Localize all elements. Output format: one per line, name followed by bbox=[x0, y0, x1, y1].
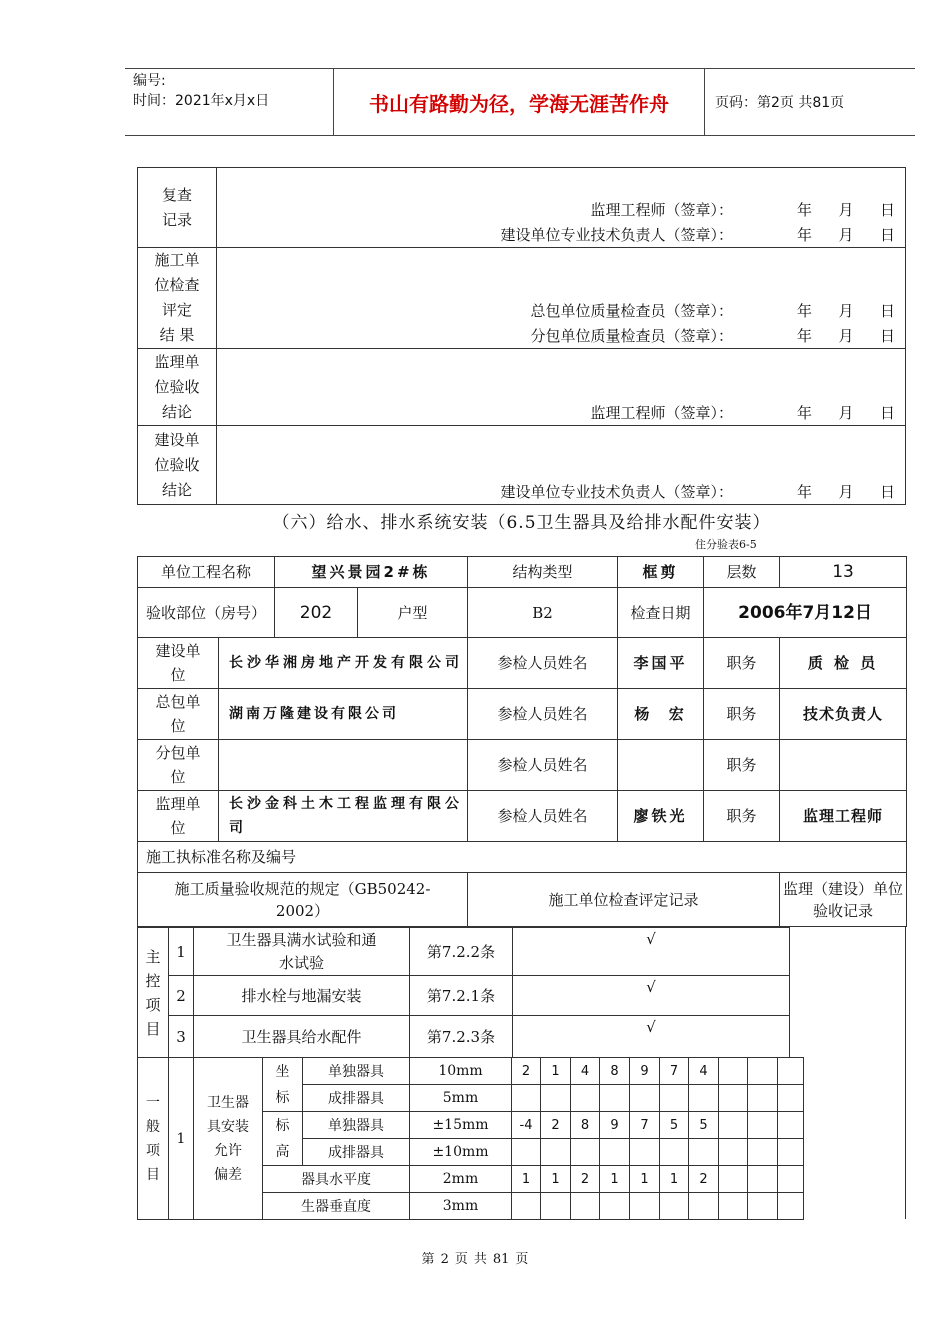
value-cell bbox=[719, 1166, 748, 1193]
floors-label: 层数 bbox=[704, 557, 780, 588]
value-cell: 4 bbox=[689, 1058, 719, 1085]
item-clause: 第7.2.1条 bbox=[410, 976, 513, 1016]
person-name: 李国平 bbox=[618, 638, 704, 689]
tolerance: 2mm bbox=[410, 1166, 512, 1193]
type-value: B2 bbox=[468, 588, 618, 638]
person-label: 参检人员姓名 bbox=[468, 689, 618, 740]
elev-label: 标 高 bbox=[263, 1112, 303, 1166]
value-cell bbox=[748, 1139, 778, 1166]
value-cell bbox=[600, 1085, 630, 1112]
tolerance: 5mm bbox=[410, 1085, 512, 1112]
item-no: 1 bbox=[169, 928, 194, 976]
item-name: 排水栓与地漏安装 bbox=[194, 976, 410, 1016]
footer-total-pages: 81 bbox=[492, 1252, 510, 1267]
value-cell bbox=[778, 1112, 804, 1139]
sign-line bbox=[217, 400, 905, 425]
value-cell: 8 bbox=[571, 1112, 600, 1139]
unit-name-value: 望兴景园2#栋 bbox=[275, 557, 468, 588]
tolerance: ±15mm bbox=[410, 1112, 512, 1139]
standard-label: 施工执标准名称及编号 bbox=[138, 842, 907, 873]
role-label: 职务 bbox=[704, 638, 780, 689]
value-cell bbox=[571, 1139, 600, 1166]
sign-label: 分包单位质量检查员（签章）： bbox=[530, 327, 733, 345]
value-cell: 1 bbox=[512, 1166, 541, 1193]
sign-line bbox=[217, 197, 905, 222]
value-cell bbox=[748, 1058, 778, 1085]
party-name bbox=[219, 740, 468, 791]
part-value: 202 bbox=[275, 588, 358, 638]
supervision-label: 监理（建设）单位验收记录 bbox=[780, 873, 907, 927]
review-row-signs bbox=[217, 349, 906, 426]
value-cell bbox=[689, 1193, 719, 1220]
value-cell: 2 bbox=[541, 1112, 571, 1139]
value-cell: 1 bbox=[541, 1166, 571, 1193]
value-cell bbox=[600, 1139, 630, 1166]
role-value: 质 检 员 bbox=[780, 638, 907, 689]
table-right-border bbox=[905, 927, 906, 1219]
review-row bbox=[138, 426, 906, 505]
check-record-label: 施工单位检查评定记录 bbox=[468, 873, 780, 927]
review-table bbox=[137, 167, 906, 505]
person-name: 杨 宏 bbox=[618, 689, 704, 740]
ymd: 年 月 日 bbox=[797, 226, 895, 244]
check-mark: √ bbox=[513, 1016, 790, 1058]
page-footer bbox=[0, 1248, 950, 1267]
sign-label: 监理工程师（签章）： bbox=[590, 404, 733, 422]
value-cell bbox=[748, 1193, 778, 1220]
person-label: 参检人员姓名 bbox=[468, 638, 618, 689]
header-page-info: 页码：第2页 共81页 bbox=[715, 95, 845, 111]
sign-line bbox=[217, 222, 905, 247]
tolerance: 3mm bbox=[410, 1193, 512, 1220]
role-value bbox=[780, 740, 907, 791]
value-cell: 1 bbox=[541, 1058, 571, 1085]
floors-value: 13 bbox=[780, 557, 907, 588]
sub-item: 成排器具 bbox=[303, 1139, 410, 1166]
item-name: 卫生器具给水配件 bbox=[194, 1016, 410, 1058]
item-clause: 第7.2.3条 bbox=[410, 1016, 513, 1058]
value-cell: 4 bbox=[571, 1058, 600, 1085]
party-name: 长沙华湘房地产开发有限公司 bbox=[219, 638, 468, 689]
value-cell bbox=[778, 1193, 804, 1220]
review-row-signs bbox=[217, 426, 906, 505]
review-row-label bbox=[138, 349, 217, 426]
value-cell: 1 bbox=[660, 1166, 689, 1193]
tolerance: 10mm bbox=[410, 1058, 512, 1085]
sign-label: 总包单位质量检查员（签章）： bbox=[530, 302, 733, 320]
item-no: 1 bbox=[169, 1058, 194, 1220]
person-label: 参检人员姓名 bbox=[468, 740, 618, 791]
form-number: 住分验表6-5 bbox=[695, 538, 757, 551]
main-items-group-label: 主 控 项 目 bbox=[138, 928, 169, 1058]
party-label: 监理单 位 bbox=[138, 791, 219, 842]
value-cell: 2 bbox=[571, 1166, 600, 1193]
value-cell bbox=[778, 1139, 804, 1166]
check-mark: √ bbox=[513, 928, 790, 976]
value-cell bbox=[630, 1193, 660, 1220]
value-cell bbox=[719, 1193, 748, 1220]
label-text: 施工单 位检查 评定 结 果 bbox=[154, 251, 200, 344]
value-cell bbox=[512, 1139, 541, 1166]
sub-item: 成排器具 bbox=[303, 1085, 410, 1112]
value-cell bbox=[748, 1112, 778, 1139]
type-label: 户型 bbox=[358, 588, 468, 638]
value-cell bbox=[660, 1085, 689, 1112]
ymd: 年 月 日 bbox=[797, 483, 895, 501]
review-row-label bbox=[138, 248, 217, 349]
value-cell bbox=[541, 1085, 571, 1112]
unit-name-label: 单位工程名称 bbox=[138, 557, 275, 588]
main-items-table bbox=[137, 927, 790, 1058]
value-cell bbox=[719, 1139, 748, 1166]
sign-label: 监理工程师（签章）： bbox=[590, 201, 733, 219]
sub-item: 单独器具 bbox=[303, 1112, 410, 1139]
role-label: 职务 bbox=[704, 791, 780, 842]
value-cell: 5 bbox=[689, 1112, 719, 1139]
party-label: 分包单 位 bbox=[138, 740, 219, 791]
time-label: 时间：2021年x月x日 bbox=[133, 93, 270, 109]
value-cell bbox=[778, 1085, 804, 1112]
ymd: 年 月 日 bbox=[797, 302, 895, 320]
coord-label: 坐 标 bbox=[263, 1058, 303, 1112]
value-cell bbox=[719, 1085, 748, 1112]
sign-line bbox=[217, 323, 905, 348]
party-name: 湖南万隆建设有限公司 bbox=[219, 689, 468, 740]
person-name: 廖铁光 bbox=[618, 791, 704, 842]
sub-item: 器具水平度 bbox=[263, 1166, 410, 1193]
info-table bbox=[137, 556, 907, 927]
general-items-table bbox=[137, 1057, 804, 1220]
code-label: 编号: bbox=[133, 73, 166, 89]
sign-line bbox=[217, 298, 905, 323]
value-cell: 2 bbox=[689, 1166, 719, 1193]
value-cell bbox=[748, 1085, 778, 1112]
value-cell bbox=[600, 1193, 630, 1220]
value-cell bbox=[719, 1112, 748, 1139]
value-cell: 1 bbox=[630, 1166, 660, 1193]
ymd: 年 月 日 bbox=[797, 404, 895, 422]
review-row bbox=[138, 349, 906, 426]
role-value: 技术负责人 bbox=[780, 689, 907, 740]
role-value: 监理工程师 bbox=[780, 791, 907, 842]
sign-label: 建设单位专业技术负责人（签章）： bbox=[500, 226, 733, 244]
value-cell: 8 bbox=[600, 1058, 630, 1085]
general-items-group-label: 一 般 项 目 bbox=[138, 1058, 169, 1220]
sub-item: 生器垂直度 bbox=[263, 1193, 410, 1220]
value-cell bbox=[512, 1193, 541, 1220]
value-cell bbox=[630, 1085, 660, 1112]
item-name: 卫生器具满水试验和通水试验 bbox=[194, 928, 410, 976]
value-cell bbox=[689, 1139, 719, 1166]
value-cell bbox=[630, 1139, 660, 1166]
value-cell bbox=[512, 1085, 541, 1112]
value-cell: 5 bbox=[660, 1112, 689, 1139]
section-title: （六）给水、排水系统安装（6.5卫生器具及给排水配件安装） bbox=[272, 513, 771, 533]
value-cell bbox=[541, 1139, 571, 1166]
review-row-signs bbox=[217, 248, 906, 349]
page-header bbox=[125, 68, 915, 136]
role-label: 职务 bbox=[704, 740, 780, 791]
person-name bbox=[618, 740, 704, 791]
date-label: 检查日期 bbox=[618, 588, 704, 638]
ymd: 年 月 日 bbox=[797, 327, 895, 345]
review-row bbox=[138, 168, 906, 248]
party-label: 建设单 位 bbox=[138, 638, 219, 689]
value-cell bbox=[778, 1058, 804, 1085]
tolerance: ±10mm bbox=[410, 1139, 512, 1166]
review-row-signs bbox=[217, 168, 906, 248]
footer-page-number: 2 bbox=[440, 1252, 449, 1267]
footer-text: 共 bbox=[473, 1252, 487, 1267]
person-label: 参检人员姓名 bbox=[468, 791, 618, 842]
footer-text: 页 bbox=[515, 1252, 529, 1267]
party-name: 长沙金科土木工程监理有限公司 bbox=[219, 791, 468, 842]
review-row-label bbox=[138, 168, 217, 248]
party-label: 总包单 位 bbox=[138, 689, 219, 740]
value-cell bbox=[571, 1193, 600, 1220]
value-cell: 7 bbox=[630, 1112, 660, 1139]
value-cell: 1 bbox=[600, 1166, 630, 1193]
value-cell: 9 bbox=[600, 1112, 630, 1139]
review-row-label bbox=[138, 426, 217, 505]
item-no: 3 bbox=[169, 1016, 194, 1058]
value-cell bbox=[689, 1085, 719, 1112]
value-cell bbox=[719, 1058, 748, 1085]
spec-label: 施工质量验收规范的规定（GB50242-2002） bbox=[138, 873, 468, 927]
value-cell bbox=[778, 1166, 804, 1193]
sub-item: 单独器具 bbox=[303, 1058, 410, 1085]
item-no: 2 bbox=[169, 976, 194, 1016]
label-text: 监理单 位验收 结论 bbox=[154, 352, 200, 421]
structure-value: 框剪 bbox=[618, 557, 704, 588]
value-cell bbox=[748, 1166, 778, 1193]
header-meta bbox=[125, 69, 334, 135]
label-text: 建设单 位验收 结论 bbox=[154, 430, 200, 499]
date-value: 2006年7月12日 bbox=[704, 588, 907, 638]
footer-text: 页 bbox=[454, 1252, 468, 1267]
role-label: 职务 bbox=[704, 689, 780, 740]
sign-label: 建设单位专业技术负责人（签章）： bbox=[500, 483, 733, 501]
value-cell bbox=[571, 1085, 600, 1112]
label-text: 复查 记录 bbox=[161, 185, 192, 229]
item-name: 卫生器 具安装 允许 偏差 bbox=[194, 1058, 263, 1220]
value-cell: 7 bbox=[660, 1058, 689, 1085]
review-row bbox=[138, 248, 906, 349]
ymd: 年 月 日 bbox=[797, 201, 895, 219]
value-cell bbox=[660, 1139, 689, 1166]
sign-line bbox=[217, 479, 905, 504]
part-label: 验收部位（房号） bbox=[138, 588, 275, 638]
item-clause: 第7.2.2条 bbox=[410, 928, 513, 976]
value-cell: -4 bbox=[512, 1112, 541, 1139]
value-cell: 9 bbox=[630, 1058, 660, 1085]
footer-text: 第 bbox=[421, 1252, 435, 1267]
value-cell bbox=[541, 1193, 571, 1220]
value-cell bbox=[660, 1193, 689, 1220]
header-motto: 书山有路勤为径，学海无涯苦作舟 bbox=[334, 69, 705, 135]
check-mark: √ bbox=[513, 976, 790, 1016]
value-cell: 2 bbox=[512, 1058, 541, 1085]
structure-label: 结构类型 bbox=[468, 557, 618, 588]
